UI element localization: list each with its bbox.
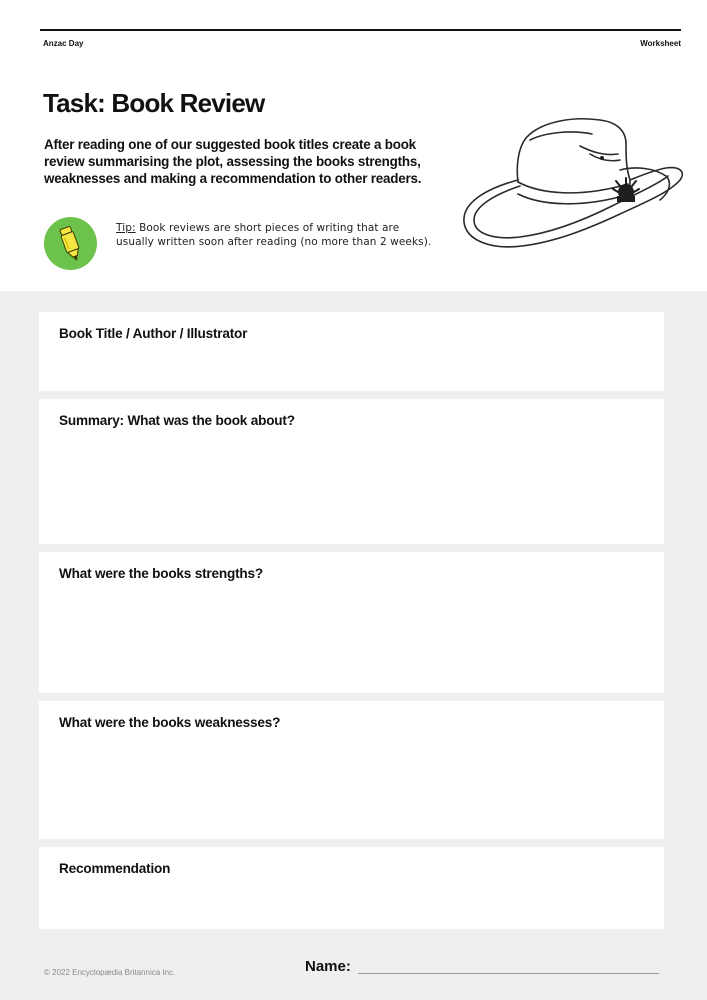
page-title: Task: Book Review: [43, 88, 265, 118]
weaknesses-label: What were the books weaknesses?: [59, 715, 281, 730]
strengths-label: What were the books strengths?: [59, 566, 263, 581]
tip-text: [116, 222, 436, 249]
tip-label: Tip:: [116, 222, 136, 234]
summary-field[interactable]: [39, 399, 664, 544]
header-topic: Anzac Day: [43, 39, 84, 48]
weaknesses-field[interactable]: [39, 701, 664, 839]
header-doc-type: Worksheet: [640, 39, 681, 48]
copyright: © 2022 Encyclopædia Britannica Inc.: [44, 968, 176, 977]
highlighter-icon: [44, 217, 97, 270]
recommendation-field[interactable]: [39, 847, 664, 929]
tip-body: Book reviews are short pieces of writing that are usually written soon after reading (no more than 2 weeks).: [116, 222, 432, 248]
name-label: Name:: [305, 958, 351, 975]
task-instructions: After reading one of our suggested book titles create a book review summarising the plot, assessing the books strengths, weaknesses and making a recommendation to other readers.: [44, 137, 422, 186]
slouch-hat-illustration: [460, 110, 685, 255]
recommendation-label: Recommendation: [59, 861, 171, 876]
name-input-line[interactable]: [358, 973, 659, 974]
strengths-field[interactable]: [39, 552, 664, 693]
summary-label: Summary: What was the book about?: [59, 413, 295, 428]
book-title-label: Book Title / Author / Illustrator: [59, 326, 248, 341]
header-rule: [40, 29, 681, 31]
book-title-field[interactable]: [39, 312, 664, 391]
